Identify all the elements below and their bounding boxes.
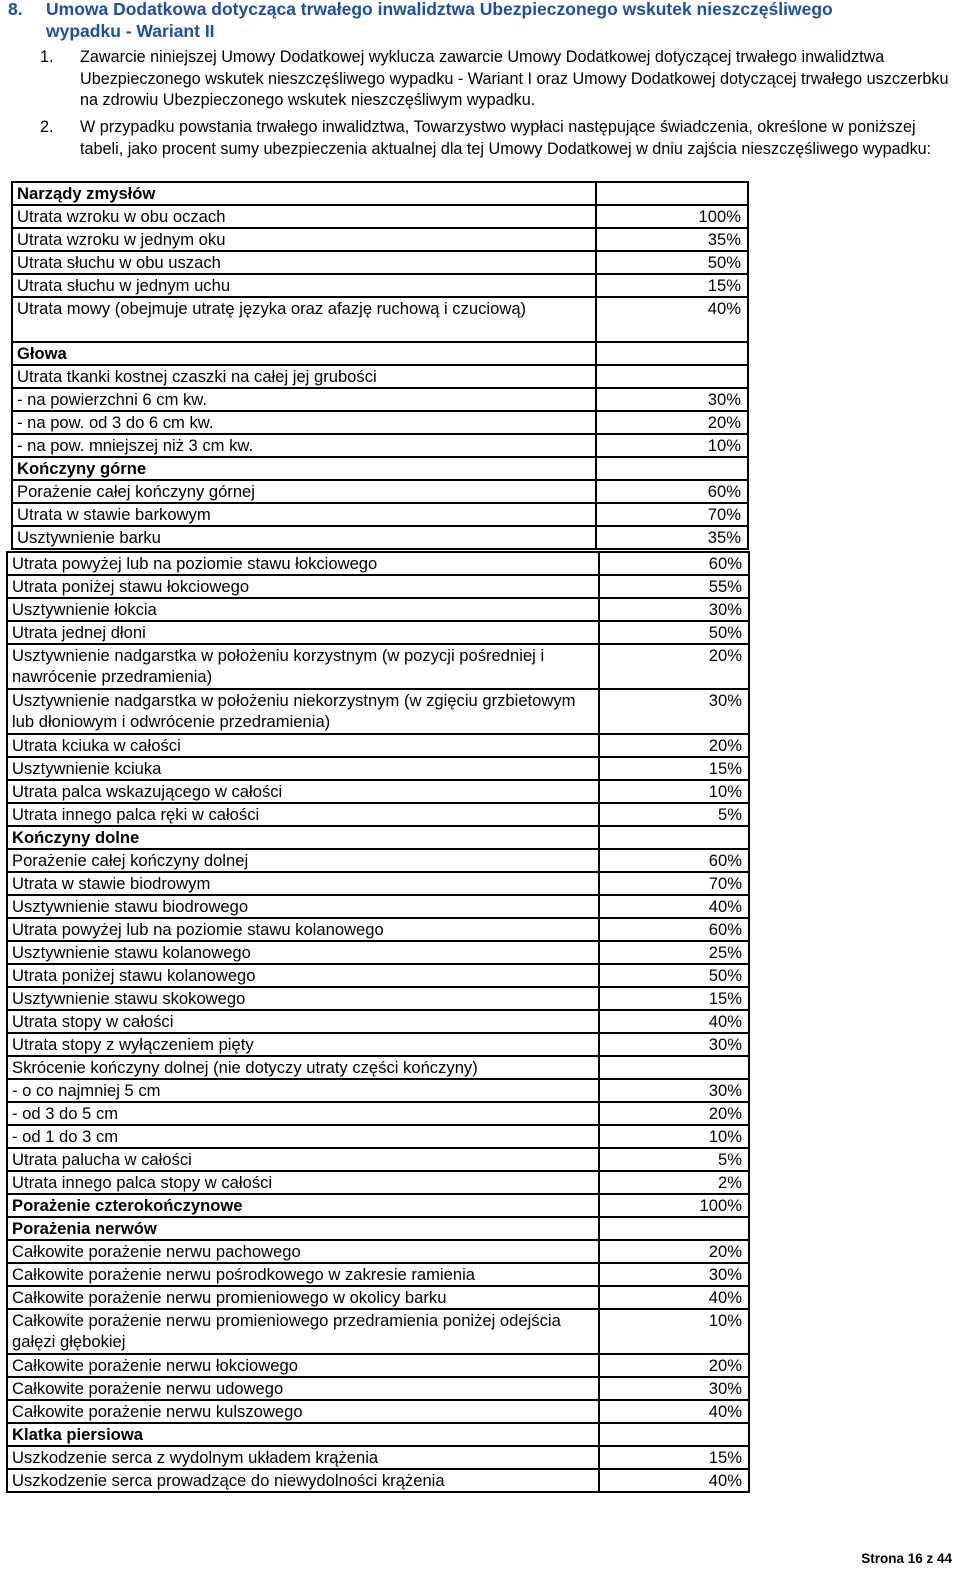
benefit-percent-cell bbox=[599, 826, 749, 849]
table-row bbox=[7, 1377, 749, 1400]
table-row bbox=[7, 1125, 749, 1148]
injury-label-cell: Usztywnienie barku bbox=[12, 526, 596, 549]
benefit-percent-cell: 60% bbox=[599, 918, 749, 941]
section-header-cell: Porażenie czterokończynowe bbox=[7, 1194, 599, 1217]
benefit-percent-cell: 50% bbox=[599, 621, 749, 644]
benefits-table-senses bbox=[11, 181, 749, 550]
table-row bbox=[12, 503, 748, 526]
section-header-cell: Kończyny górne bbox=[12, 457, 596, 480]
injury-label-cell: Usztywnienie kciuka bbox=[7, 757, 599, 780]
table-row bbox=[7, 1240, 749, 1263]
benefit-percent-cell: 2% bbox=[599, 1171, 749, 1194]
injury-label-cell: Utrata powyżej lub na poziomie stawu kolanowego bbox=[7, 918, 599, 941]
table-row bbox=[7, 1286, 749, 1309]
injury-label-cell: Utrata tkanki kostnej czaszki na całej jej grubości bbox=[12, 365, 596, 388]
injury-label-cell: - od 3 do 5 cm bbox=[7, 1102, 599, 1125]
paragraph-text: Zawarcie niniejszej Umowy Dodatkowej wyklucza zawarcie Umowy Dodatkowej dotyczącej trwałego inwalidztwa Ubezpieczonego wskutek nieszczęśliwego wypadku - Wariant I oraz Umowy Dodatkowej dotyczącej trwałego uszczerbku na zdrowiu Ubezpieczonego wskutek nieszczęśliwym wypadku. bbox=[80, 48, 949, 109]
section-heading bbox=[8, 0, 938, 42]
table-row bbox=[7, 644, 749, 689]
injury-label-cell: Całkowite porażenie nerwu pośrodkowego w zakresie ramienia bbox=[7, 1263, 599, 1286]
table-row bbox=[7, 757, 749, 780]
section-header-cell: Klatka piersiowa bbox=[7, 1423, 599, 1446]
injury-label-cell: Całkowite porażenie nerwu promieniowego przedramienia poniżej odejścia gałęzi głębokiej bbox=[7, 1309, 599, 1354]
benefit-percent-cell: 15% bbox=[599, 757, 749, 780]
section-title-line2: wypadku - Wariant II bbox=[46, 21, 215, 41]
table-row bbox=[7, 598, 749, 621]
benefit-percent-cell: 10% bbox=[599, 780, 749, 803]
injury-label-cell: Utrata powyżej lub na poziomie stawu łokciowego bbox=[7, 552, 599, 575]
benefit-percent-cell: 30% bbox=[599, 1079, 749, 1102]
benefit-percent-cell: 40% bbox=[599, 1469, 749, 1492]
benefit-percent-cell: 50% bbox=[596, 251, 748, 274]
benefit-percent-cell: 20% bbox=[599, 644, 749, 689]
table-section-header-row bbox=[12, 342, 748, 365]
benefit-percent-cell: 60% bbox=[596, 480, 748, 503]
injury-label-cell: Uszkodzenie serca z wydolnym układem krążenia bbox=[7, 1446, 599, 1469]
injury-label-cell: Utrata innego palca ręki w całości bbox=[7, 803, 599, 826]
injury-label-cell: Utrata w stawie barkowym bbox=[12, 503, 596, 526]
table-row bbox=[7, 803, 749, 826]
benefit-percent-cell: 15% bbox=[599, 987, 749, 1010]
table-row bbox=[12, 365, 748, 388]
benefit-percent-cell: 5% bbox=[599, 803, 749, 826]
injury-label-cell: Utrata stopy w całości bbox=[7, 1010, 599, 1033]
table-row bbox=[12, 411, 748, 434]
benefit-percent-cell bbox=[599, 1217, 749, 1240]
injury-label-cell: Usztywnienie stawu skokowego bbox=[7, 987, 599, 1010]
table-row bbox=[7, 872, 749, 895]
paragraph-number: 1. bbox=[40, 48, 54, 66]
table-row bbox=[7, 575, 749, 598]
table-row bbox=[12, 251, 748, 274]
table-row bbox=[7, 689, 749, 734]
benefit-percent-cell: 30% bbox=[599, 1263, 749, 1286]
table-row bbox=[7, 1309, 749, 1354]
table-row bbox=[7, 734, 749, 757]
table-row bbox=[12, 228, 748, 251]
injury-label-cell: Utrata innego palca stopy w całości bbox=[7, 1171, 599, 1194]
table-row bbox=[7, 941, 749, 964]
benefit-percent-cell: 100% bbox=[596, 205, 748, 228]
injury-label-cell: Utrata wzroku w jednym oku bbox=[12, 228, 596, 251]
injury-label-cell: Uszkodzenie serca prowadzące do niewydolności krążenia bbox=[7, 1469, 599, 1492]
table-row bbox=[12, 205, 748, 228]
table-row bbox=[12, 480, 748, 503]
benefit-percent-cell: 20% bbox=[599, 734, 749, 757]
paragraph-number: 2. bbox=[40, 118, 54, 136]
benefit-percent-cell: 30% bbox=[596, 388, 748, 411]
table-row bbox=[7, 780, 749, 803]
table-section-header-row bbox=[7, 826, 749, 849]
section-title-line1: Umowa Dodatkowa dotycząca trwałego inwalidztwa Ubezpieczonego wskutek nieszczęśliwego bbox=[46, 0, 833, 19]
table-row bbox=[7, 552, 749, 575]
paragraph-text: W przypadku powstania trwałego inwalidztwa, Towarzystwo wypłaci następujące świadczenia, określone w poniższej tabeli, jako procent sumy ubezpieczenia aktualnej dla tej Umowy Dodatkowej w dniu zajścia nieszczęśliwego wypadku: bbox=[80, 118, 932, 158]
benefit-percent-cell: 40% bbox=[599, 1010, 749, 1033]
table-section-header-row bbox=[7, 1217, 749, 1240]
benefit-percent-cell: 40% bbox=[596, 297, 748, 342]
injury-label-cell: Usztywnienie stawu biodrowego bbox=[7, 895, 599, 918]
benefit-percent-cell bbox=[596, 457, 748, 480]
injury-label-cell: Usztywnienie stawu kolanowego bbox=[7, 941, 599, 964]
table-row bbox=[12, 526, 748, 549]
benefit-percent-cell bbox=[599, 1423, 749, 1446]
table-row bbox=[7, 849, 749, 872]
injury-label-cell: Całkowite porażenie nerwu kulszowego bbox=[7, 1400, 599, 1423]
injury-label-cell: Porażenie całej kończyny górnej bbox=[12, 480, 596, 503]
injury-label-cell: Porażenie całej kończyny dolnej bbox=[7, 849, 599, 872]
section-header-cell: Porażenia nerwów bbox=[7, 1217, 599, 1240]
table-row bbox=[7, 1469, 749, 1492]
benefit-percent-cell: 70% bbox=[599, 872, 749, 895]
benefit-percent-cell bbox=[596, 182, 748, 205]
injury-label-cell: Utrata wzroku w obu oczach bbox=[12, 205, 596, 228]
benefit-percent-cell: 15% bbox=[596, 274, 748, 297]
benefit-percent-cell: 10% bbox=[599, 1125, 749, 1148]
benefit-percent-cell: 35% bbox=[596, 526, 748, 549]
table-row bbox=[12, 388, 748, 411]
benefit-percent-cell: 100% bbox=[599, 1194, 749, 1217]
table-row bbox=[7, 964, 749, 987]
table-section-header-row bbox=[12, 457, 748, 480]
table-row bbox=[7, 1079, 749, 1102]
benefit-percent-cell: 30% bbox=[599, 689, 749, 734]
benefit-percent-cell: 30% bbox=[599, 1377, 749, 1400]
benefit-percent-cell: 10% bbox=[596, 434, 748, 457]
injury-label-cell: Utrata jednej dłoni bbox=[7, 621, 599, 644]
benefit-percent-cell: 55% bbox=[599, 575, 749, 598]
benefit-percent-cell: 60% bbox=[599, 552, 749, 575]
injury-label-cell: Utrata palucha w całości bbox=[7, 1148, 599, 1171]
benefits-table-limbs bbox=[6, 551, 750, 1493]
benefit-percent-cell: 40% bbox=[599, 1286, 749, 1309]
benefit-percent-cell: 70% bbox=[596, 503, 748, 526]
injury-label-cell: - o co najmniej 5 cm bbox=[7, 1079, 599, 1102]
table-row bbox=[7, 1400, 749, 1423]
table-row bbox=[7, 621, 749, 644]
injury-label-cell: Utrata w stawie biodrowym bbox=[7, 872, 599, 895]
benefit-percent-cell: 20% bbox=[599, 1354, 749, 1377]
injury-label-cell: Utrata kciuka w całości bbox=[7, 734, 599, 757]
section-header-cell: Głowa bbox=[12, 342, 596, 365]
table-row bbox=[7, 1148, 749, 1171]
section-header-cell: Narządy zmysłów bbox=[12, 182, 596, 205]
injury-label-cell: Całkowite porażenie nerwu udowego bbox=[7, 1377, 599, 1400]
table-section-header-row bbox=[7, 1423, 749, 1446]
benefit-percent-cell: 20% bbox=[599, 1102, 749, 1125]
injury-label-cell: - od 1 do 3 cm bbox=[7, 1125, 599, 1148]
injury-label-cell: Utrata poniżej stawu kolanowego bbox=[7, 964, 599, 987]
injury-label-cell: Utrata mowy (obejmuje utratę języka oraz afazję ruchową i czuciową) bbox=[12, 297, 596, 342]
table-row bbox=[12, 434, 748, 457]
injury-label-cell: Utrata palca wskazującego w całości bbox=[7, 780, 599, 803]
section-number: 8. bbox=[8, 0, 23, 19]
table-section-header-row bbox=[12, 182, 748, 205]
paragraph-1 bbox=[40, 47, 955, 112]
benefit-percent-cell bbox=[599, 1056, 749, 1079]
injury-label-cell: Utrata stopy z wyłączeniem pięty bbox=[7, 1033, 599, 1056]
benefit-percent-cell: 60% bbox=[599, 849, 749, 872]
table-row bbox=[7, 1171, 749, 1194]
table-row bbox=[7, 918, 749, 941]
table-row bbox=[7, 987, 749, 1010]
injury-label-cell: Usztywnienie nadgarstka w położeniu niekorzystnym (w zgięciu grzbietowym lub dłoniowym i odwrócenie przedramienia) bbox=[7, 689, 599, 734]
benefit-percent-cell bbox=[596, 342, 748, 365]
injury-label-cell: Usztywnienie nadgarstka w położeniu korzystnym (w pozycji pośredniej i nawrócenie przedramienia) bbox=[7, 644, 599, 689]
injury-label-cell: - na powierzchni 6 cm kw. bbox=[12, 388, 596, 411]
benefit-percent-cell: 40% bbox=[599, 895, 749, 918]
benefit-percent-cell: 35% bbox=[596, 228, 748, 251]
table-row bbox=[12, 274, 748, 297]
table-row bbox=[12, 297, 748, 342]
table-row bbox=[7, 1033, 749, 1056]
benefit-percent-cell: 30% bbox=[599, 598, 749, 621]
table-row bbox=[7, 1446, 749, 1469]
benefit-percent-cell: 5% bbox=[599, 1148, 749, 1171]
injury-label-cell: - na pow. od 3 do 6 cm kw. bbox=[12, 411, 596, 434]
table-row bbox=[7, 895, 749, 918]
injury-label-cell: Całkowite porażenie nerwu promieniowego w okolicy barku bbox=[7, 1286, 599, 1309]
injury-label-cell: Usztywnienie łokcia bbox=[7, 598, 599, 621]
injury-label-cell: Całkowite porażenie nerwu pachowego bbox=[7, 1240, 599, 1263]
table-row bbox=[7, 1354, 749, 1377]
injury-label-cell: Całkowite porażenie nerwu łokciowego bbox=[7, 1354, 599, 1377]
injury-label-cell: Skrócenie kończyny dolnej (nie dotyczy utraty części kończyny) bbox=[7, 1056, 599, 1079]
section-header-cell: Kończyny dolne bbox=[7, 826, 599, 849]
benefit-percent-cell: 40% bbox=[599, 1400, 749, 1423]
injury-label-cell: - na pow. mniejszej niż 3 cm kw. bbox=[12, 434, 596, 457]
injury-label-cell: Utrata słuchu w jednym uchu bbox=[12, 274, 596, 297]
page-number: Strona 16 z 44 bbox=[861, 1551, 952, 1566]
table-row bbox=[7, 1010, 749, 1033]
benefit-percent-cell: 15% bbox=[599, 1446, 749, 1469]
benefit-percent-cell: 10% bbox=[599, 1309, 749, 1354]
benefit-percent-cell: 50% bbox=[599, 964, 749, 987]
injury-label-cell: Utrata poniżej stawu łokciowego bbox=[7, 575, 599, 598]
injury-label-cell: Utrata słuchu w obu uszach bbox=[12, 251, 596, 274]
table-row bbox=[7, 1102, 749, 1125]
table-row bbox=[7, 1056, 749, 1079]
paragraph-2 bbox=[40, 117, 955, 160]
table-row bbox=[7, 1263, 749, 1286]
benefit-percent-cell: 20% bbox=[599, 1240, 749, 1263]
benefit-percent-cell: 30% bbox=[599, 1033, 749, 1056]
table-section-header-row bbox=[7, 1194, 749, 1217]
benefit-percent-cell bbox=[596, 365, 748, 388]
benefit-percent-cell: 25% bbox=[599, 941, 749, 964]
benefit-percent-cell: 20% bbox=[596, 411, 748, 434]
